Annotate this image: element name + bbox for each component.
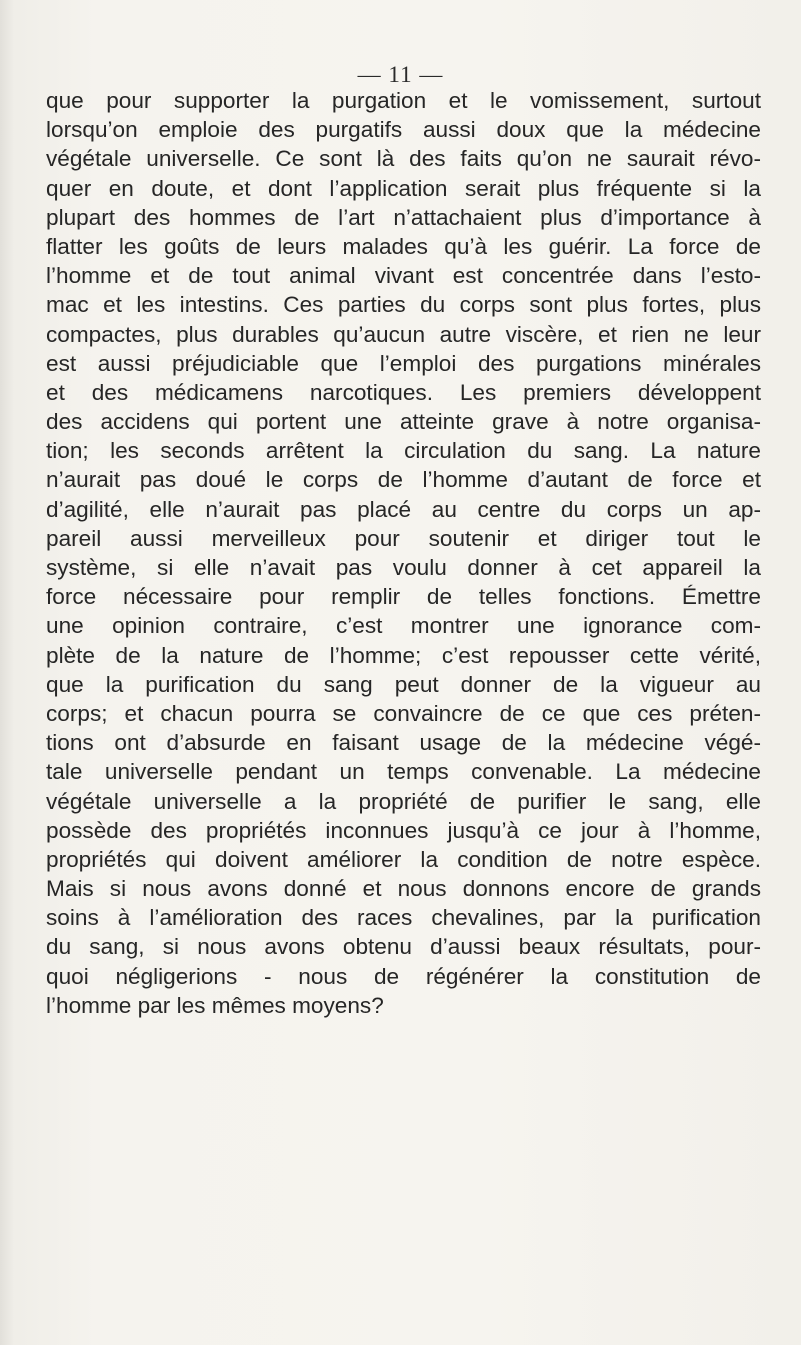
text-line: l’homme par les mêmes moyens? xyxy=(46,992,384,1018)
text-line: quoi négligerions - nous de régénérer la constitution de xyxy=(46,963,761,989)
text-line: tale universelle pendant un temps convenable. La médecine xyxy=(46,759,761,785)
text-line: tion; les seconds arrêtent la circulation du sang. La nature xyxy=(46,438,761,464)
page-edge-shadow xyxy=(0,0,14,1345)
text-line: que pour supporter la purgation et le vomissement, surtout xyxy=(46,88,761,113)
text-line: plupart des hommes de l’art n’attachaient plus d’importance à xyxy=(46,204,761,230)
text-line: végétale universelle. Ce sont là des faits qu’on ne saurait révo- xyxy=(46,146,761,172)
text-line: mac et les intestins. Ces parties du corps sont plus fortes, plus xyxy=(46,292,761,318)
text-line: flatter les goûts de leurs malades qu’à les guérir. La force de xyxy=(46,233,761,259)
body-text xyxy=(46,86,761,1020)
text-line: pareil aussi merveilleux pour soutenir et diriger tout le xyxy=(46,525,761,551)
text-line: propriétés qui doivent améliorer la condition de notre espèce. xyxy=(46,846,761,872)
text-line: quer en doute, et dont l’application serait plus fréquente si la xyxy=(46,175,761,201)
text-line: lorsqu’on emploie des purgatifs aussi doux que la médecine xyxy=(46,117,761,143)
text-line: corps; et chacun pourra se convaincre de ce que ces préten- xyxy=(46,700,761,726)
text-line: est aussi préjudiciable que l’emploi des purgations minérales xyxy=(46,350,761,376)
text-line: que la purification du sang peut donner de la vigueur au xyxy=(46,671,761,697)
text-line: une opinion contraire, c’est montrer une ignorance com- xyxy=(46,613,761,639)
text-line: système, si elle n’avait pas voulu donner à cet appareil la xyxy=(46,555,761,580)
text-line: et des médicamens narcotiques. Les premiers développent xyxy=(46,379,761,405)
text-line: force nécessaire pour remplir de telles fonctions. Émettre xyxy=(46,584,761,610)
text-line: soins à l’amélioration des races chevalines, par la purification xyxy=(46,905,761,931)
text-line: d’agilité, elle n’aurait pas placé au centre du corps un ap- xyxy=(46,496,761,522)
text-line: végétale universelle a la propriété de purifier le sang, elle xyxy=(46,788,761,814)
text-line: compactes, plus durables qu’aucun autre viscère, et rien ne leur xyxy=(46,321,761,347)
text-line: des accidens qui portent une atteinte grave à notre organisa- xyxy=(46,409,761,435)
text-line: possède des propriétés inconnues jusqu’à ce jour à l’homme, xyxy=(46,817,761,843)
text-line: tions ont d’absurde en faisant usage de la médecine végé- xyxy=(46,730,761,756)
text-line: l’homme et de tout animal vivant est concentrée dans l’esto- xyxy=(46,263,761,289)
text-line: n’aurait pas doué le corps de l’homme d’autant de force et xyxy=(46,467,761,493)
text-line: du sang, si nous avons obtenu d’aussi beaux résultats, pour- xyxy=(46,934,761,960)
text-line: Mais si nous avons donné et nous donnons encore de grands xyxy=(46,876,761,902)
page-number: — 11 — xyxy=(357,62,444,87)
text-line: plète de la nature de l’homme; c’est repousser cette vérité, xyxy=(46,642,761,668)
